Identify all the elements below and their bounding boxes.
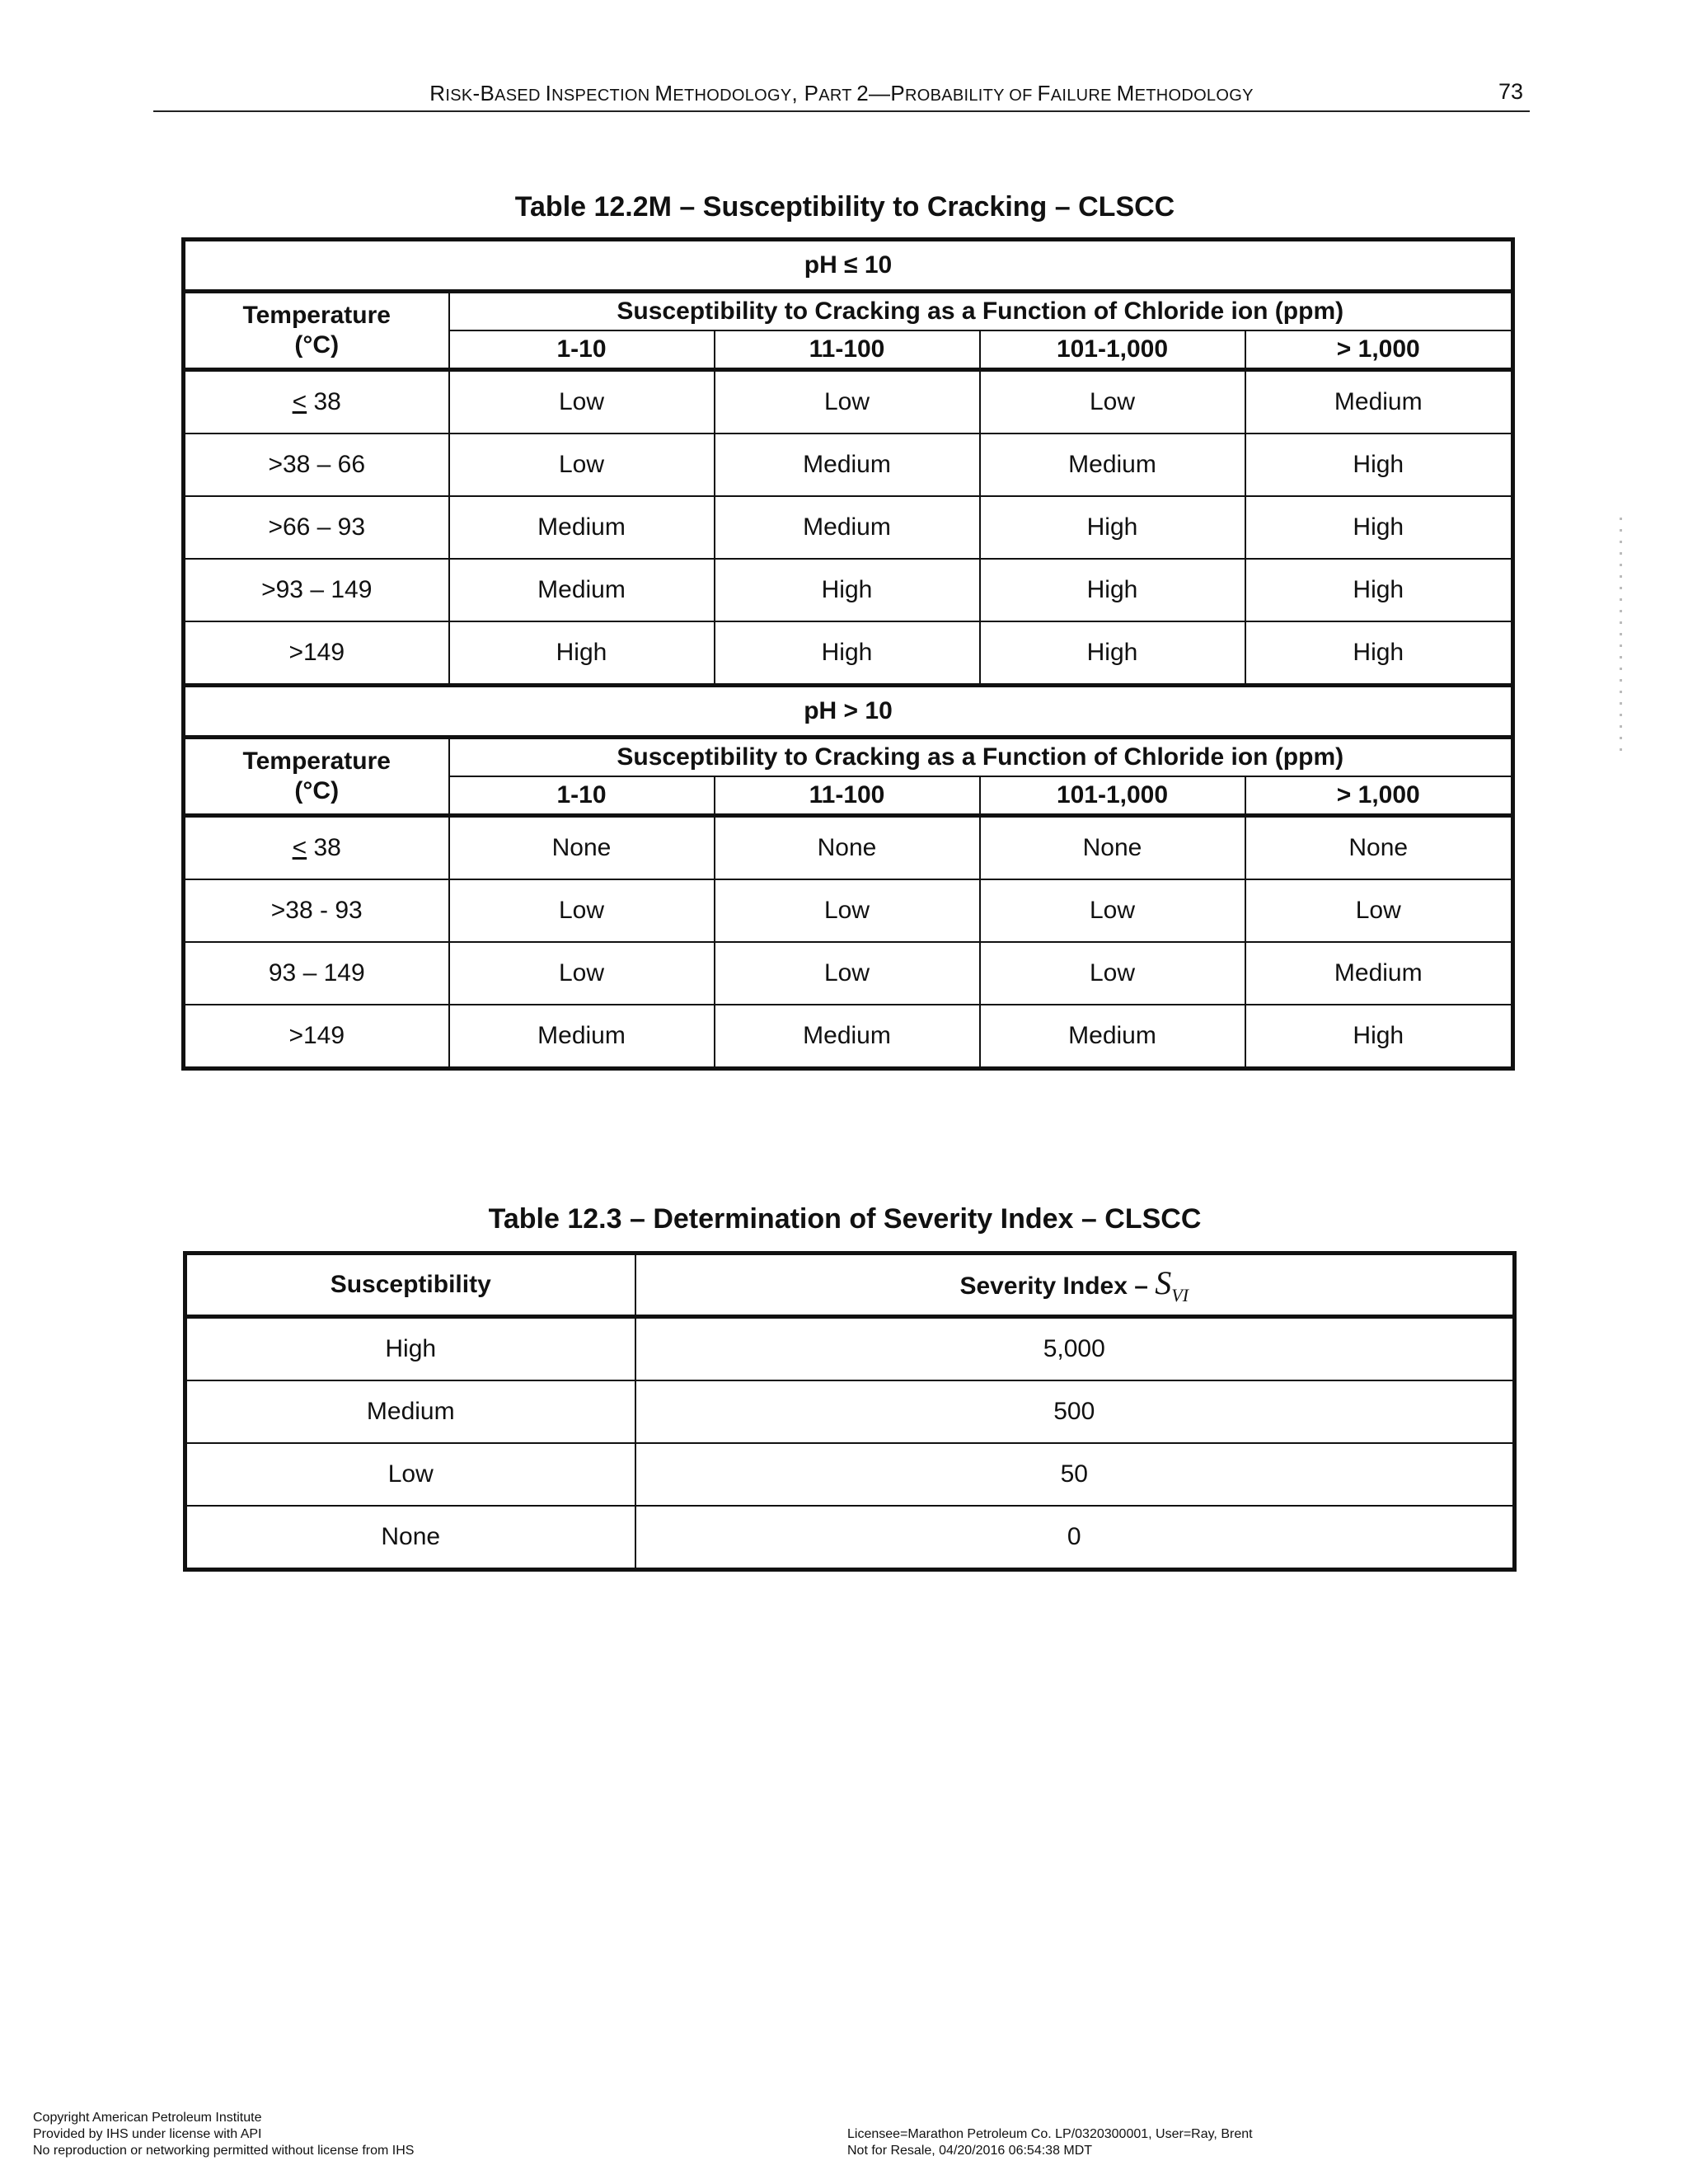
table-row bbox=[184, 879, 1513, 942]
susceptibility-level-cell: Medium bbox=[185, 1380, 635, 1443]
severity-header-row bbox=[185, 1254, 1515, 1317]
header-title-part: , P bbox=[791, 81, 819, 105]
susceptibility-cell: High bbox=[1245, 496, 1513, 559]
temperature-cell: >38 – 66 bbox=[184, 434, 449, 496]
header-title-part: ART bbox=[818, 87, 857, 105]
ph-band-row bbox=[184, 686, 1513, 738]
temperature-value: 38 bbox=[307, 388, 341, 415]
table-row bbox=[184, 370, 1513, 434]
susceptibility-cell: Low bbox=[715, 879, 980, 942]
temperature-cell: >149 bbox=[184, 1005, 449, 1069]
ph-band-row bbox=[184, 240, 1513, 292]
header-title-part: ETHODOLOGY bbox=[1134, 87, 1254, 105]
severity-index-column-header bbox=[635, 1254, 1515, 1317]
page-number: 73 bbox=[1498, 79, 1523, 104]
susceptibility-cell: Medium bbox=[715, 434, 980, 496]
temperature-cell: 93 – 149 bbox=[184, 942, 449, 1005]
susceptibility-cell: Medium bbox=[449, 1005, 715, 1069]
chloride-column-header: 101-1,000 bbox=[980, 330, 1245, 370]
temperature-cell: >93 – 149 bbox=[184, 559, 449, 621]
temperature-cell: >66 – 93 bbox=[184, 496, 449, 559]
susceptibility-cell: Low bbox=[715, 370, 980, 434]
header-title-part: ETHODOLOGY bbox=[673, 87, 792, 105]
severity-index-cell: 500 bbox=[635, 1380, 1515, 1443]
footer-line: Copyright American Petroleum Institute bbox=[33, 2111, 262, 2125]
susceptibility-cell: Medium bbox=[715, 496, 980, 559]
susceptibility-cell: Low bbox=[980, 879, 1245, 942]
susceptibility-cell: Medium bbox=[980, 434, 1245, 496]
susceptibility-cell: Medium bbox=[1245, 942, 1513, 1005]
temperature-cell: >38 - 93 bbox=[184, 879, 449, 942]
table-row bbox=[184, 621, 1513, 686]
chloride-column-header: 11-100 bbox=[715, 776, 980, 816]
susceptibility-level-cell: None bbox=[185, 1506, 635, 1570]
susceptibility-cell: Low bbox=[449, 942, 715, 1005]
susceptibility-header: Susceptibility to Cracking as a Function of Chloride ion (ppm) bbox=[449, 292, 1513, 331]
header-title-part: M bbox=[1116, 81, 1135, 105]
temperature-header-line1: Temperature bbox=[242, 302, 391, 329]
header-title-part: ASED bbox=[495, 87, 546, 105]
susceptibility-cell: High bbox=[1245, 621, 1513, 686]
chloride-column-header: > 1,000 bbox=[1245, 330, 1513, 370]
temperature-header-line1: Temperature bbox=[242, 748, 391, 775]
severity-index-cell: 0 bbox=[635, 1506, 1515, 1570]
chloride-column-header: > 1,000 bbox=[1245, 776, 1513, 816]
susceptibility-cell: Low bbox=[980, 370, 1245, 434]
susceptibility-header-row bbox=[184, 738, 1513, 777]
table-row bbox=[184, 942, 1513, 1005]
susceptibility-cell: High bbox=[715, 621, 980, 686]
susceptibility-column-header: Susceptibility bbox=[185, 1254, 635, 1317]
chloride-column-header: 1-10 bbox=[449, 776, 715, 816]
chloride-column-header: 101-1,000 bbox=[980, 776, 1245, 816]
header-title-part: ISK bbox=[445, 87, 473, 105]
temperature-header-line2: (°C) bbox=[294, 777, 340, 804]
susceptibility-cell: None bbox=[449, 816, 715, 880]
susceptibility-cell: Medium bbox=[980, 1005, 1245, 1069]
header-title-part: 2—P bbox=[856, 81, 905, 105]
temperature-cell: >149 bbox=[184, 621, 449, 686]
svi-symbol bbox=[1155, 1264, 1189, 1305]
table-row bbox=[185, 1506, 1515, 1570]
susceptibility-cell: High bbox=[715, 559, 980, 621]
temperature-lt-symbol: < bbox=[292, 388, 307, 415]
susceptibility-cell: Low bbox=[715, 942, 980, 1005]
susceptibility-cell: Medium bbox=[449, 559, 715, 621]
susceptibility-level-cell: Low bbox=[185, 1443, 635, 1506]
susceptibility-cell: Medium bbox=[715, 1005, 980, 1069]
chloride-column-header: 1-10 bbox=[449, 330, 715, 370]
temperature-cell bbox=[184, 370, 449, 434]
header-title-part: -B bbox=[472, 81, 495, 105]
svi-symbol-base: S bbox=[1155, 1264, 1172, 1301]
temperature-header bbox=[184, 738, 449, 816]
susceptibility-cell: High bbox=[980, 496, 1245, 559]
susceptibility-cell: High bbox=[980, 559, 1245, 621]
temperature-value: 38 bbox=[307, 834, 341, 861]
severity-index-cell: 50 bbox=[635, 1443, 1515, 1506]
susceptibility-cell: Low bbox=[1245, 879, 1513, 942]
table-12-2m-caption: Table 12.2M – Susceptibility to Cracking – CLSCC bbox=[514, 191, 1175, 223]
ph-label: pH > 10 bbox=[184, 686, 1513, 738]
svi-symbol-subscript: VI bbox=[1171, 1285, 1189, 1305]
table-row bbox=[184, 434, 1513, 496]
table-row bbox=[184, 496, 1513, 559]
susceptibility-cell: None bbox=[980, 816, 1245, 880]
susceptibility-cell: Medium bbox=[1245, 370, 1513, 434]
footer-line: Licensee=Marathon Petroleum Co. LP/0320300001, User=Ray, Brent bbox=[847, 2127, 1253, 2141]
footer-line: No reproduction or networking permitted without license from IHS bbox=[33, 2144, 415, 2158]
susceptibility-cell: Low bbox=[449, 370, 715, 434]
susceptibility-cell: High bbox=[449, 621, 715, 686]
header-title-part: R bbox=[429, 81, 446, 105]
susceptibility-cell: Low bbox=[980, 942, 1245, 1005]
footer-license bbox=[847, 2126, 1253, 2159]
susceptibility-cell: High bbox=[1245, 559, 1513, 621]
footer-line: Provided by IHS under license with API bbox=[33, 2127, 262, 2141]
temperature-header bbox=[184, 292, 449, 370]
running-header bbox=[153, 79, 1530, 112]
susceptibility-table bbox=[181, 237, 1515, 1071]
header-title-part: AILURE bbox=[1050, 87, 1117, 105]
severity-index-table bbox=[183, 1251, 1517, 1572]
table-row bbox=[185, 1380, 1515, 1443]
footer-copyright bbox=[33, 2110, 414, 2159]
table-row bbox=[184, 816, 1513, 880]
header-title-part: I bbox=[545, 81, 552, 105]
severity-index-label: Severity Index – bbox=[959, 1272, 1148, 1300]
header-title-part: NSPECTION bbox=[551, 87, 655, 105]
table-row bbox=[184, 559, 1513, 621]
table-row bbox=[184, 1005, 1513, 1069]
susceptibility-cell: High bbox=[980, 621, 1245, 686]
table-12-3-caption: Table 12.3 – Determination of Severity Index – CLSCC bbox=[488, 1203, 1202, 1235]
temperature-header-line2: (°C) bbox=[294, 331, 340, 359]
susceptibility-header: Susceptibility to Cracking as a Function of Chloride ion (ppm) bbox=[449, 738, 1513, 777]
chloride-column-header: 11-100 bbox=[715, 330, 980, 370]
footer-line: Not for Resale, 04/20/2016 06:54:38 MDT bbox=[847, 2144, 1093, 2158]
severity-index-cell: 5,000 bbox=[635, 1317, 1515, 1381]
susceptibility-cell: High bbox=[1245, 1005, 1513, 1069]
susceptibility-level-cell: High bbox=[185, 1317, 635, 1381]
susceptibility-header-row bbox=[184, 292, 1513, 331]
susceptibility-cell: High bbox=[1245, 434, 1513, 496]
temperature-lt-symbol: < bbox=[292, 834, 307, 861]
susceptibility-cell: Low bbox=[449, 434, 715, 496]
ph-label: pH ≤ 10 bbox=[184, 240, 1513, 292]
susceptibility-cell: None bbox=[1245, 816, 1513, 880]
table-row bbox=[185, 1443, 1515, 1506]
table-row bbox=[185, 1317, 1515, 1381]
susceptibility-cell: None bbox=[715, 816, 980, 880]
temperature-cell bbox=[184, 816, 449, 880]
header-title-part: ROBABILITY OF bbox=[904, 87, 1038, 105]
header-title-part: M bbox=[654, 81, 673, 105]
running-header-title bbox=[153, 81, 1530, 106]
margin-watermark-mark bbox=[1620, 518, 1622, 757]
susceptibility-cell: Low bbox=[449, 879, 715, 942]
header-title-part: F bbox=[1037, 81, 1051, 105]
susceptibility-cell: Medium bbox=[449, 496, 715, 559]
